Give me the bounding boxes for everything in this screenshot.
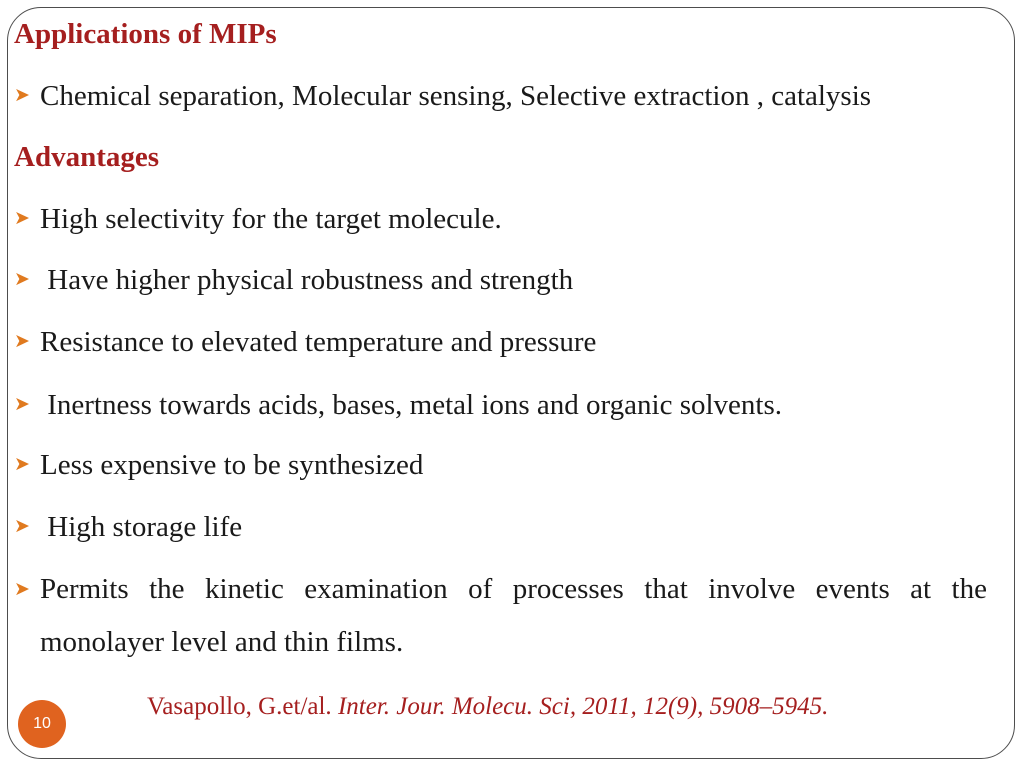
applications-heading: Applications of MIPs (14, 18, 277, 50)
advantage-item (14, 328, 596, 357)
word: the (951, 573, 987, 605)
word: involve (708, 573, 796, 605)
continuation-line: monolayer level and thin films. (40, 626, 404, 658)
advantages-heading: Advantages (14, 141, 160, 173)
bullet-text: Inertness towards acids, bases, metal ions and organic solvents. (40, 389, 783, 421)
word: processes (512, 573, 624, 605)
bullet-text: High selectivity for the target molecule. (40, 203, 502, 235)
word: events (815, 573, 890, 605)
arrow-bullet-icon: ➤ (14, 579, 30, 600)
advantage-item (14, 451, 423, 480)
arrow-bullet-icon: ➤ (14, 269, 30, 290)
page-number-badge: 10 (18, 700, 66, 748)
advantage-item (14, 205, 502, 234)
advantage-item (14, 266, 573, 295)
arrow-bullet-icon: ➤ (14, 454, 30, 475)
word: kinetic (204, 573, 284, 605)
applications-item (14, 82, 871, 111)
bullet-text: Chemical separation, Molecular sensing, Selective extraction , catalysis (40, 80, 872, 112)
word: of (468, 573, 493, 605)
justified-line (14, 575, 987, 604)
bullet-text: Less expensive to be synthesized (40, 449, 424, 481)
arrow-bullet-icon: ➤ (14, 208, 30, 229)
advantage-item-multiline (14, 575, 987, 657)
citation-source: Inter. Jour. Molecu. Sci, 2011, 12(9), 5908–5945. (337, 693, 829, 720)
advantage-item (14, 513, 242, 542)
advantage-item (14, 391, 782, 420)
word: the (149, 573, 185, 605)
bullet-text: Resistance to elevated temperature and pressure (40, 326, 597, 358)
arrow-bullet-icon: ➤ (14, 394, 30, 415)
bullet-text: High storage life (40, 511, 243, 543)
word: examination (304, 573, 448, 605)
word: Permits (40, 573, 129, 605)
word: that (644, 573, 688, 605)
arrow-bullet-icon: ➤ (14, 516, 30, 537)
citation-authors: Vasapollo, G.et/al. (147, 693, 332, 720)
word: at (910, 573, 932, 605)
citation (147, 693, 828, 721)
arrow-bullet-icon: ➤ (14, 85, 30, 106)
arrow-bullet-icon: ➤ (14, 331, 30, 352)
bullet-text: Have higher physical robustness and strength (40, 264, 574, 296)
